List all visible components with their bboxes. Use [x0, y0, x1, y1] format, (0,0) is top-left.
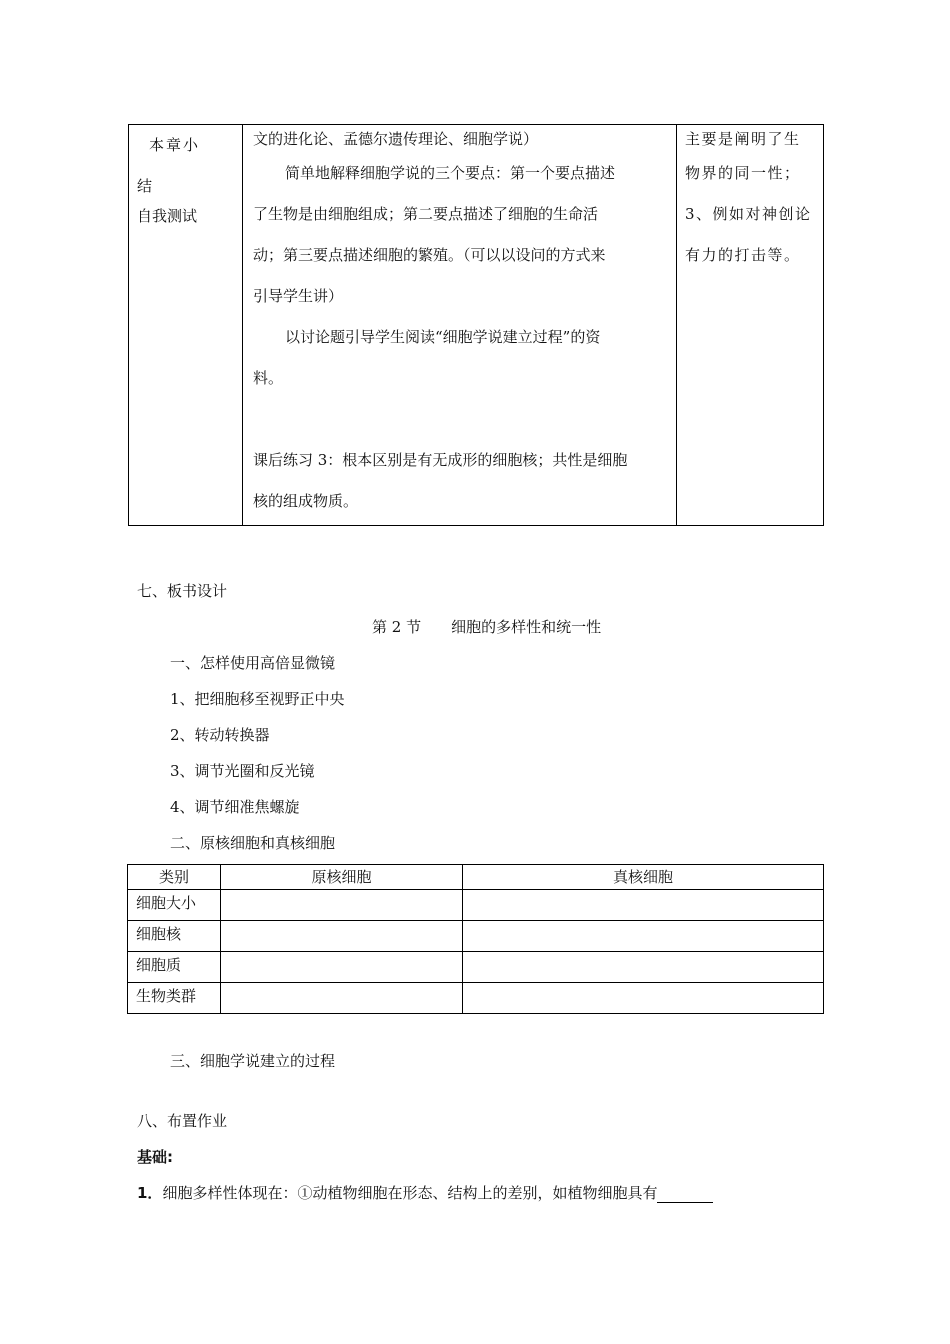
middle-line: 文的进化论、孟德尔遗传理论、细胞学说） — [253, 130, 539, 148]
board-part1: 一、怎样使用高倍显微镜 — [170, 654, 336, 672]
lesson-table — [128, 124, 824, 526]
middle-line: 课后练习 3：根本区别是有无成形的细胞核；共性是细胞 — [253, 451, 628, 469]
empty-cell — [463, 952, 824, 983]
empty-cell — [221, 952, 463, 983]
middle-line: 核的组成物质。 — [253, 492, 359, 510]
empty-cell — [221, 921, 463, 952]
header-eukaryote: 真核细胞 — [463, 865, 824, 890]
middle-line: 料。 — [253, 369, 284, 387]
row-label: 细胞核 — [128, 921, 221, 952]
row-label: 生物类群 — [128, 983, 221, 1014]
middle-line: 了生物是由细胞组成；第二要点描述了细胞的生命活 — [253, 205, 599, 223]
question-number: 1． — [137, 1184, 163, 1202]
empty-cell — [221, 983, 463, 1014]
lesson-left-cell — [129, 125, 243, 526]
middle-line: 简单地解释细胞学说的三个要点：第一个要点描述 — [285, 164, 616, 182]
answer-blank[interactable] — [657, 1186, 713, 1203]
lesson-right-cell — [677, 125, 824, 526]
section8-heading: 八、布置作业 — [137, 1112, 228, 1130]
middle-line: 动；第三要点描述细胞的繁殖。（可以以设问的方式来 — [253, 246, 606, 264]
cell-comparison-table — [127, 864, 824, 1014]
section7-heading: 七、板书设计 — [137, 582, 228, 600]
middle-line: 引导学生讲） — [253, 287, 344, 305]
row-label: 细胞大小 — [128, 890, 221, 921]
middle-line: 以讨论题引导学生阅读“细胞学说建立过程”的资 — [285, 328, 601, 346]
board-part2: 二、原核细胞和真核细胞 — [170, 834, 336, 852]
question-1 — [137, 1182, 713, 1203]
header-prokaryote: 原核细胞 — [221, 865, 463, 890]
basic-label: 基础: — [137, 1148, 173, 1166]
right-line: 3、例如对神创论 — [685, 205, 812, 223]
right-line: 有力的打击等。 — [685, 246, 801, 264]
board-step: 4、调节细准焦螺旋 — [170, 798, 300, 816]
empty-cell — [463, 983, 824, 1014]
left-line: 本章小 — [149, 136, 201, 154]
board-part3: 三、细胞学说建立的过程 — [170, 1052, 336, 1070]
board-step: 1、把细胞移至视野正中央 — [170, 690, 345, 708]
board-title: 第 2 节 细胞的多样性和统一性 — [372, 618, 602, 636]
row-label: 细胞质 — [128, 952, 221, 983]
empty-cell — [463, 921, 824, 952]
lesson-middle-cell — [243, 125, 677, 526]
right-line: 主要是阐明了生 — [685, 130, 801, 148]
empty-cell — [463, 890, 824, 921]
left-line: 自我测试 — [137, 207, 198, 225]
right-line: 物界的同一性； — [685, 164, 801, 182]
board-step: 2、转动转换器 — [170, 726, 270, 744]
question-text: 细胞多样性体现在：①动植物细胞在形态、结构上的差别，如植物细胞具有 — [162, 1184, 658, 1202]
empty-cell — [221, 890, 463, 921]
header-category: 类别 — [128, 865, 221, 890]
left-line: 结 — [137, 177, 153, 195]
board-step: 3、调节光圈和反光镜 — [170, 762, 315, 780]
